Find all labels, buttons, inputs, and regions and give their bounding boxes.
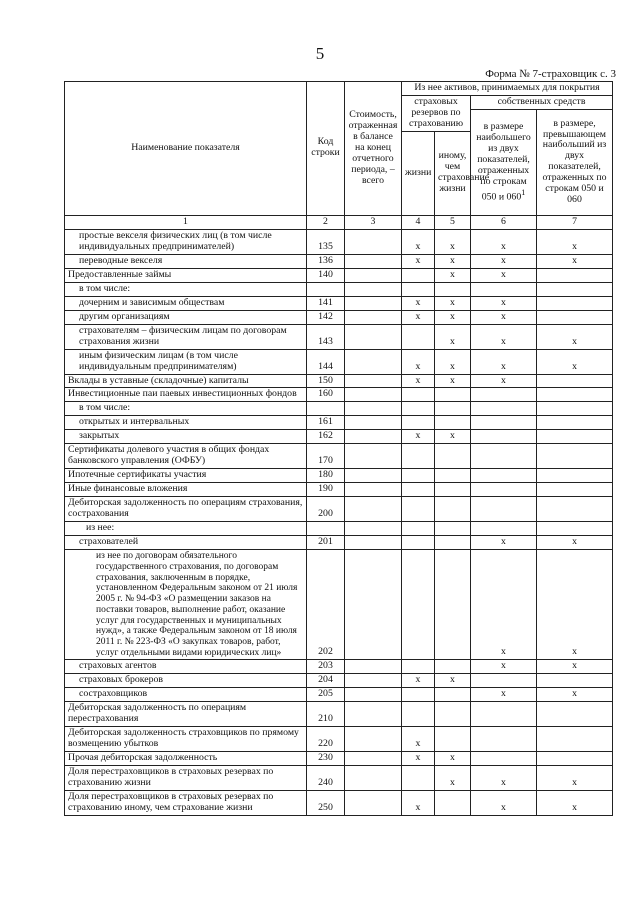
other-reserves-mark: x [435,766,471,791]
other-reserves-mark [435,282,471,296]
own-funds-largest-mark: x [471,688,537,702]
own-funds-exceeding-mark: x [537,766,613,791]
own-funds-exceeding-mark [537,296,613,310]
other-reserves-mark: x [435,674,471,688]
row-code: 220 [307,727,345,752]
own-funds-exceeding-mark [537,416,613,430]
own-funds-exceeding-mark [537,702,613,727]
own-funds-largest-mark: x [471,296,537,310]
life-reserves-mark [402,416,435,430]
table-row [65,282,613,296]
other-reserves-mark [435,688,471,702]
table-row [65,229,613,254]
cost-value [345,536,402,550]
table-row [65,766,613,791]
life-reserves-mark [402,483,435,497]
form-table [64,81,613,816]
row-label: страхователям – физическим лицам по договорам страхования жизни [65,324,307,349]
row-code: 202 [307,550,345,660]
own-funds-exceeding-mark: x [537,536,613,550]
row-code: 135 [307,229,345,254]
header-name: Наименование показателя [65,82,307,216]
other-reserves-mark: x [435,296,471,310]
life-reserves-mark: x [402,296,435,310]
life-reserves-mark [402,324,435,349]
cost-value [345,229,402,254]
header-life: жизни [402,131,435,215]
other-reserves-mark: x [435,268,471,282]
life-reserves-mark: x [402,430,435,444]
row-label: иным физическим лицам (в том числе индивидуальным предпринимателям) [65,349,307,374]
own-funds-largest-mark: x [471,349,537,374]
own-funds-largest-mark: x [471,766,537,791]
other-reserves-mark: x [435,310,471,324]
cost-value [345,660,402,674]
table-row [65,791,613,816]
own-funds-exceeding-mark [537,402,613,416]
own-funds-exceeding-mark [537,374,613,388]
other-reserves-mark: x [435,430,471,444]
column-number: 7 [537,215,613,229]
own-funds-largest-mark [471,497,537,522]
cost-value [345,497,402,522]
row-label: другим организациям [65,310,307,324]
life-reserves-mark [402,522,435,536]
own-funds-largest-mark [471,702,537,727]
cost-value [345,444,402,469]
other-reserves-mark [435,522,471,536]
life-reserves-mark: x [402,229,435,254]
table-row [65,444,613,469]
row-label: Прочая дебиторская задолженность [65,752,307,766]
table-row [65,483,613,497]
own-funds-largest-mark: x [471,229,537,254]
column-number-row [65,215,613,229]
table-row [65,374,613,388]
cost-value [345,791,402,816]
row-label: Дебиторская задолженность по операциям страхования, сострахования [65,497,307,522]
row-code: 201 [307,536,345,550]
other-reserves-mark: x [435,324,471,349]
row-code: 142 [307,310,345,324]
table-row [65,497,613,522]
other-reserves-mark [435,536,471,550]
cost-value [345,702,402,727]
column-number: 6 [471,215,537,229]
own-funds-exceeding-mark [537,388,613,402]
other-reserves-mark [435,416,471,430]
own-funds-exceeding-mark: x [537,550,613,660]
other-reserves-mark [435,702,471,727]
own-funds-largest-mark [471,402,537,416]
life-reserves-mark [402,497,435,522]
other-reserves-mark: x [435,254,471,268]
other-reserves-mark [435,402,471,416]
life-reserves-mark: x [402,254,435,268]
own-funds-exceeding-mark: x [537,791,613,816]
life-reserves-mark: x [402,674,435,688]
own-funds-largest-mark [471,752,537,766]
own-funds-largest-mark: x [471,536,537,550]
own-funds-largest-mark: x [471,254,537,268]
cost-value [345,674,402,688]
cost-value [345,254,402,268]
row-code: 230 [307,752,345,766]
own-funds-exceeding-mark [537,483,613,497]
own-funds-largest-mark [471,469,537,483]
row-label: переводные векселя [65,254,307,268]
life-reserves-mark [402,268,435,282]
own-funds-exceeding-mark [537,444,613,469]
row-code: 150 [307,374,345,388]
table-row [65,310,613,324]
other-reserves-mark: x [435,374,471,388]
cost-value [345,522,402,536]
cost-value [345,349,402,374]
other-reserves-mark [435,483,471,497]
own-funds-largest-mark [471,727,537,752]
row-label: Дебиторская задолженность по операциям перестрахования [65,702,307,727]
row-code: 204 [307,674,345,688]
own-funds-exceeding-mark [537,674,613,688]
life-reserves-mark [402,444,435,469]
row-label: Ипотечные сертификаты участия [65,469,307,483]
table-row [65,268,613,282]
own-funds-exceeding-mark: x [537,229,613,254]
own-funds-largest-mark [471,674,537,688]
row-label: закрытых [65,430,307,444]
life-reserves-mark [402,388,435,402]
cost-value [345,268,402,282]
own-funds-largest-mark: x [471,374,537,388]
life-reserves-mark [402,688,435,702]
row-label: Доля перестраховщиков в страховых резервах по страхованию иному, чем страхование жизни [65,791,307,816]
table-row [65,430,613,444]
own-funds-exceeding-mark: x [537,660,613,674]
other-reserves-mark: x [435,349,471,374]
life-reserves-mark [402,536,435,550]
table-row [65,674,613,688]
header-code: Код строки [307,82,345,216]
cost-value [345,416,402,430]
table-row [65,727,613,752]
own-funds-exceeding-mark [537,752,613,766]
other-reserves-mark [435,388,471,402]
own-funds-largest-mark [471,388,537,402]
own-funds-exceeding-mark: x [537,349,613,374]
table-row [65,349,613,374]
cost-value [345,388,402,402]
header-reserves: страховых резервов по страхованию [402,95,471,131]
header-of-which: Из нее активов, принимаемых для покрытия [402,82,613,96]
row-code: 170 [307,444,345,469]
row-label: простые векселя физических лиц (в том числе индивидуальных предпринимателей) [65,229,307,254]
row-code: 161 [307,416,345,430]
own-funds-exceeding-mark [537,310,613,324]
life-reserves-mark [402,282,435,296]
own-funds-exceeding-mark: x [537,254,613,268]
row-code: 203 [307,660,345,674]
row-label: Доля перестраховщиков в страховых резервах по страхованию жизни [65,766,307,791]
life-reserves-mark: x [402,310,435,324]
own-funds-largest-mark: x [471,791,537,816]
own-funds-exceeding-mark [537,268,613,282]
own-funds-exceeding-mark [537,282,613,296]
other-reserves-mark [435,660,471,674]
row-code: 190 [307,483,345,497]
life-reserves-mark: x [402,791,435,816]
row-label: открытых и интервальных [65,416,307,430]
row-label: Инвестиционные паи паевых инвестиционных фондов [65,388,307,402]
own-funds-largest-mark [471,444,537,469]
own-funds-largest-mark: x [471,268,537,282]
table-row [65,752,613,766]
own-funds-largest-mark: x [471,310,537,324]
page-number: 5 [315,44,325,63]
row-label: в том числе: [65,282,307,296]
table-row [65,296,613,310]
cost-value [345,483,402,497]
table-row [65,254,613,268]
row-code: 250 [307,791,345,816]
table-row [65,416,613,430]
cost-value [345,766,402,791]
life-reserves-mark [402,469,435,483]
other-reserves-mark: x [435,752,471,766]
row-label: дочерним и зависимым обществам [65,296,307,310]
other-reserves-mark [435,497,471,522]
table-row [65,522,613,536]
row-code: 141 [307,296,345,310]
life-reserves-mark: x [402,349,435,374]
own-funds-largest-mark [471,430,537,444]
row-code [307,282,345,296]
row-code: 143 [307,324,345,349]
other-reserves-mark [435,550,471,660]
table-row [65,702,613,727]
cost-value [345,550,402,660]
row-label: Сертификаты долевого участия в общих фондах банковского управления (ОФБУ) [65,444,307,469]
life-reserves-mark: x [402,374,435,388]
row-code: 180 [307,469,345,483]
row-code [307,402,345,416]
own-funds-largest-mark [471,522,537,536]
cost-value [345,282,402,296]
life-reserves-mark: x [402,727,435,752]
own-funds-exceeding-mark [537,430,613,444]
other-reserves-mark [435,469,471,483]
life-reserves-mark [402,660,435,674]
cost-value [345,310,402,324]
column-number: 1 [65,215,307,229]
table-row [65,469,613,483]
row-code: 200 [307,497,345,522]
other-reserves-mark [435,444,471,469]
table-row [65,402,613,416]
cost-value [345,374,402,388]
header-own-funds: собственных средств [471,95,613,109]
own-funds-largest-mark: x [471,660,537,674]
row-label: из нее по договорам обязательного государственного страхования, по договорам страхования, заключенным в порядке, установленном Федеральным законом от 21 июля 2005 г. № 94-ФЗ «О размещении заказов на поставки товаров, выполнение работ, оказание услуг для государственных и муниципальных нужд», а также Федеральным законом от 18 июля 2011 г. № 223-ФЗ «О закупках товаров, работ, услуг отдельными видами юридических лиц» [65,550,307,660]
row-label: страховых агентов [65,660,307,674]
own-funds-exceeding-mark [537,522,613,536]
life-reserves-mark [402,550,435,660]
row-label: Дебиторская задолженность страховщиков по прямому возмещению убытков [65,727,307,752]
cost-value [345,430,402,444]
row-code: 136 [307,254,345,268]
cost-value [345,296,402,310]
column-number: 3 [345,215,402,229]
table-row [65,324,613,349]
column-number: 5 [435,215,471,229]
form-label: Форма № 7-страховщик с. 3 [485,68,616,80]
own-funds-largest-mark [471,416,537,430]
cost-value [345,727,402,752]
row-label: Вклады в уставные (складочные) капиталы [65,374,307,388]
own-funds-exceeding-mark: x [537,324,613,349]
own-funds-exceeding-mark: x [537,688,613,702]
row-label: из нее: [65,522,307,536]
cost-value [345,752,402,766]
life-reserves-mark [402,402,435,416]
life-reserves-mark: x [402,752,435,766]
cost-value [345,469,402,483]
row-label: в том числе: [65,402,307,416]
row-label: Иные финансовые вложения [65,483,307,497]
table-row [65,536,613,550]
cost-value [345,324,402,349]
header-exceeding: в размере, превышающем наибольший из двух показателей, отраженных по строкам 050 и 060 [537,109,613,215]
other-reserves-mark [435,727,471,752]
life-reserves-mark [402,702,435,727]
row-code [307,522,345,536]
row-code: 205 [307,688,345,702]
table-row [65,660,613,674]
own-funds-exceeding-mark [537,469,613,483]
own-funds-exceeding-mark [537,727,613,752]
row-label: страховых брокеров [65,674,307,688]
own-funds-largest-mark [471,282,537,296]
own-funds-largest-mark: x [471,550,537,660]
cost-value [345,402,402,416]
column-number: 2 [307,215,345,229]
table-row [65,550,613,660]
column-number: 4 [402,215,435,229]
own-funds-exceeding-mark [537,497,613,522]
row-label: Предоставленные займы [65,268,307,282]
row-code: 160 [307,388,345,402]
row-code: 162 [307,430,345,444]
header-cost: Стоимость, отраженная в балансе на конец отчетного периода, – всего [345,82,402,216]
table-row [65,688,613,702]
life-reserves-mark [402,766,435,791]
header-largest: в размере наибольшего из двух показателей, отраженных по строкам 050 и $060^1$ [471,109,537,215]
row-label: страхователей [65,536,307,550]
other-reserves-mark [435,791,471,816]
own-funds-largest-mark [471,483,537,497]
row-label: состраховщиков [65,688,307,702]
table-row [65,388,613,402]
row-code: 144 [307,349,345,374]
row-code: 140 [307,268,345,282]
row-code: 210 [307,702,345,727]
header-other: иному, чем страхование жизни [435,131,471,215]
cost-value [345,688,402,702]
other-reserves-mark: x [435,229,471,254]
row-code: 240 [307,766,345,791]
own-funds-largest-mark: x [471,324,537,349]
